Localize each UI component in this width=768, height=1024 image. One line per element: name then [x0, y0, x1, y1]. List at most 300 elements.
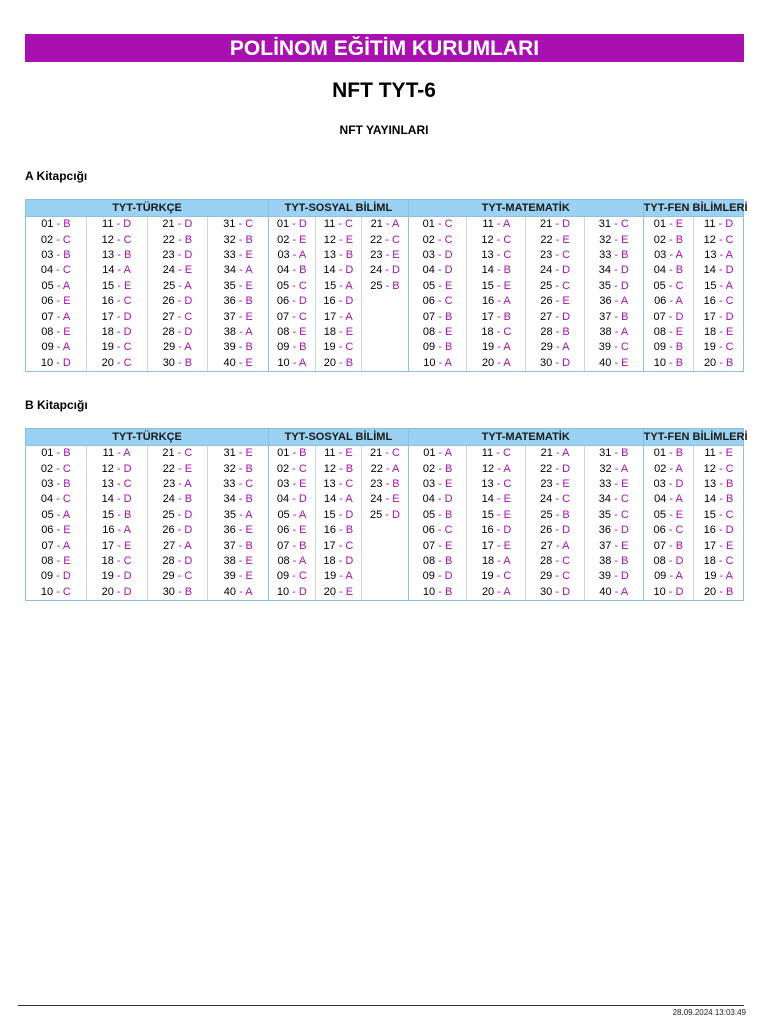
answer-letter: D	[298, 218, 307, 231]
question-number: 33	[223, 477, 236, 490]
separator: -	[611, 554, 622, 567]
separator: -	[666, 539, 676, 552]
question-number: 08	[422, 554, 436, 567]
answer-letter: B	[184, 585, 193, 598]
separator: -	[665, 310, 676, 323]
answer-cell	[526, 508, 585, 523]
answer-letter: C	[62, 585, 71, 598]
answer-letter: C	[345, 539, 354, 552]
answer-cell	[362, 309, 409, 324]
answer-letter: B	[63, 477, 71, 490]
answer-letter: E	[299, 325, 307, 338]
question-number: 24	[162, 493, 175, 506]
answer-cell	[584, 523, 643, 538]
answer-letter: B	[184, 493, 193, 506]
answer-cell	[467, 263, 526, 278]
answer-letter: A	[62, 341, 71, 354]
answer-letter: A	[675, 570, 683, 583]
separator: -	[335, 325, 346, 338]
question-number: 15	[703, 508, 716, 521]
answer-letter: C	[562, 493, 571, 506]
table-row	[26, 356, 744, 372]
table-row	[26, 538, 744, 553]
separator: -	[494, 462, 504, 475]
question-number: 02	[277, 233, 290, 246]
table-row	[26, 492, 744, 507]
separator: -	[53, 325, 64, 338]
answer-letter: D	[675, 477, 684, 490]
answer-letter: A	[62, 310, 71, 323]
answer-letter: A	[392, 462, 400, 475]
answer-cell	[643, 508, 694, 523]
separator: -	[113, 295, 124, 308]
answer-cell	[526, 492, 585, 507]
answer-letter: B	[299, 447, 307, 460]
answer-letter: E	[725, 325, 734, 338]
question-number: 04	[40, 493, 54, 506]
answer-cell	[269, 232, 316, 247]
question-number: 20	[323, 356, 336, 369]
separator: -	[493, 310, 504, 323]
separator: -	[611, 264, 621, 277]
separator: -	[236, 508, 246, 521]
answer-letter: C	[725, 508, 734, 521]
question-number: 23	[540, 477, 553, 490]
answer-letter: C	[675, 524, 684, 537]
question-number: 18	[481, 554, 495, 567]
answer-letter: C	[392, 447, 400, 460]
question-number: 26	[162, 524, 175, 537]
answer-cell	[467, 538, 526, 553]
question-number: 38	[599, 554, 612, 567]
separator: -	[434, 493, 445, 506]
separator: -	[53, 585, 63, 598]
answer-letter: A	[725, 570, 734, 583]
question-number: 18	[323, 554, 336, 567]
question-number: 25	[540, 279, 553, 292]
answer-letter: B	[675, 341, 684, 354]
separator: -	[335, 477, 346, 490]
answer-letter: D	[184, 248, 193, 261]
separator: -	[289, 325, 300, 338]
separator: -	[715, 233, 726, 246]
separator: -	[435, 447, 445, 460]
question-number: 26	[540, 524, 553, 537]
question-number: 28	[540, 325, 553, 338]
separator: -	[611, 310, 622, 323]
answer-cell	[269, 325, 316, 340]
answer-letter: B	[299, 539, 307, 552]
question-number: 22	[162, 462, 175, 475]
subject-header: TYT-TÜRKÇE	[26, 429, 269, 446]
question-number: 32	[599, 233, 612, 246]
question-number: 32	[223, 233, 236, 246]
separator: -	[53, 508, 63, 521]
answer-cell	[694, 217, 744, 233]
separator: -	[611, 477, 622, 490]
separator: -	[611, 447, 622, 460]
question-number: 09	[40, 570, 54, 583]
separator: -	[552, 554, 563, 567]
question-number: 17	[481, 310, 494, 323]
answer-cell	[584, 325, 643, 340]
question-number: 15	[481, 279, 494, 292]
answer-cell	[643, 248, 694, 263]
answer-cell	[269, 554, 316, 569]
question-number: 20	[481, 356, 495, 369]
separator: -	[493, 248, 504, 261]
booklet-b-label: B Kitapcığı	[25, 398, 88, 412]
separator: -	[53, 295, 64, 308]
separator: -	[494, 295, 504, 308]
answer-letter: C	[184, 447, 193, 460]
question-number: 37	[223, 539, 236, 552]
answer-cell	[408, 554, 467, 569]
answer-cell	[147, 309, 208, 324]
question-number: 13	[323, 248, 336, 261]
answer-letter: E	[675, 218, 684, 231]
answer-cell	[408, 446, 467, 462]
question-number: 14	[101, 493, 114, 506]
answer-letter: A	[345, 279, 353, 292]
separator: -	[715, 508, 726, 521]
table-row	[26, 340, 744, 355]
question-number: 27	[162, 310, 175, 323]
institution-banner: POLİNOM EĞİTİM KURUMLARI	[25, 34, 744, 62]
table-row	[26, 217, 744, 233]
answer-letter: D	[562, 585, 571, 598]
answer-cell	[362, 461, 409, 476]
answer-cell	[86, 554, 147, 569]
question-number: 40	[599, 356, 612, 369]
answer-letter: C	[502, 447, 511, 460]
separator: -	[335, 356, 346, 369]
answer-letter: A	[502, 218, 511, 231]
answer-cell	[26, 263, 87, 278]
separator: -	[716, 493, 726, 506]
answer-letter: E	[63, 554, 71, 567]
answer-letter: D	[298, 493, 307, 506]
answer-cell	[147, 569, 208, 584]
answer-cell	[408, 232, 467, 247]
answer-letter: C	[123, 295, 132, 308]
answer-cell	[584, 294, 643, 309]
question-number: 18	[703, 325, 717, 338]
answer-letter: D	[725, 264, 734, 277]
answer-cell	[147, 492, 208, 507]
answer-cell	[147, 585, 208, 601]
separator: -	[289, 524, 300, 537]
answer-cell	[467, 340, 526, 355]
question-number: 27	[540, 539, 553, 552]
answer-cell	[643, 325, 694, 340]
answer-letter: D	[184, 325, 193, 338]
answer-cell	[26, 585, 87, 601]
answer-letter: D	[184, 508, 193, 521]
answer-cell	[269, 508, 316, 523]
question-number: 23	[162, 477, 176, 490]
separator: -	[235, 570, 246, 583]
answer-letter: A	[562, 447, 570, 460]
separator: -	[611, 233, 622, 246]
answer-letter: E	[562, 295, 570, 308]
question-number: 32	[223, 462, 236, 475]
separator: -	[552, 356, 563, 369]
booklet-b-answer-table	[25, 428, 748, 601]
separator: -	[113, 462, 124, 475]
answer-letter: C	[345, 218, 353, 231]
question-number: 06	[277, 524, 290, 537]
separator: -	[53, 554, 64, 567]
separator: -	[666, 356, 676, 369]
question-number: 03	[654, 248, 667, 261]
answer-cell	[86, 248, 147, 263]
separator: -	[493, 233, 504, 246]
answer-cell	[208, 263, 269, 278]
answer-cell	[467, 279, 526, 294]
answer-letter: A	[675, 295, 683, 308]
answer-cell	[208, 508, 269, 523]
footer-divider	[18, 1005, 744, 1006]
answer-cell	[526, 585, 585, 601]
answer-cell	[147, 523, 208, 538]
answer-letter: E	[444, 279, 453, 292]
question-number: 17	[101, 310, 114, 323]
question-number: 21	[370, 218, 383, 231]
separator: -	[382, 462, 392, 475]
answer-cell	[86, 569, 147, 584]
question-number: 13	[703, 477, 717, 490]
separator: -	[174, 462, 185, 475]
question-number: 11	[704, 218, 716, 231]
answer-letter: D	[562, 356, 571, 369]
separator: -	[716, 248, 726, 261]
question-number: 08	[41, 554, 54, 567]
question-number: 24	[540, 264, 553, 277]
answer-cell	[362, 477, 409, 492]
question-number: 23	[370, 248, 383, 261]
answer-letter: B	[621, 447, 629, 460]
question-number: 11	[481, 447, 494, 460]
separator: -	[666, 264, 676, 277]
answer-letter: D	[620, 524, 629, 537]
answer-letter: B	[245, 295, 253, 308]
answer-letter: E	[63, 325, 71, 338]
answer-cell	[467, 325, 526, 340]
answer-cell	[86, 263, 147, 278]
question-number: 03	[41, 477, 54, 490]
separator: -	[335, 539, 346, 552]
answer-letter: C	[725, 295, 734, 308]
separator: -	[494, 585, 504, 598]
question-number: 13	[481, 477, 494, 490]
separator: -	[175, 279, 185, 292]
separator: -	[289, 310, 299, 323]
answer-letter: B	[503, 264, 512, 277]
answer-cell	[362, 538, 409, 553]
separator: -	[235, 356, 246, 369]
answer-letter: E	[675, 325, 684, 338]
separator: -	[174, 524, 185, 537]
question-number: 15	[481, 508, 494, 521]
question-number: 04	[653, 264, 667, 277]
answer-cell	[147, 232, 208, 247]
answer-letter: D	[62, 356, 71, 369]
question-number: 04	[422, 264, 435, 277]
answer-cell	[86, 508, 147, 523]
answer-letter: E	[245, 570, 253, 583]
separator: -	[716, 279, 726, 292]
separator: -	[53, 279, 63, 292]
answer-letter: E	[245, 279, 253, 292]
answer-cell	[362, 232, 409, 247]
question-number: 06	[41, 524, 54, 537]
question-number: 01	[276, 218, 290, 231]
answer-cell	[208, 248, 269, 263]
separator: -	[236, 325, 246, 338]
answer-cell	[584, 263, 643, 278]
answer-letter: A	[562, 539, 570, 552]
answer-cell	[643, 585, 694, 601]
answer-letter: A	[503, 295, 511, 308]
question-number: 29	[540, 570, 553, 583]
separator: -	[113, 570, 124, 583]
answer-cell	[269, 538, 316, 553]
answer-cell	[315, 461, 362, 476]
answer-cell	[408, 263, 467, 278]
separator: -	[435, 356, 445, 369]
answer-cell	[208, 585, 269, 601]
table-row	[26, 325, 744, 340]
separator: -	[493, 218, 503, 231]
answer-letter: C	[725, 341, 734, 354]
separator: -	[289, 493, 299, 506]
question-number: 14	[102, 264, 115, 277]
answer-letter: C	[392, 233, 400, 246]
answer-cell	[584, 232, 643, 247]
answer-letter: A	[184, 477, 192, 490]
answer-letter: E	[503, 493, 512, 506]
question-number: 02	[654, 462, 667, 475]
answer-cell	[208, 461, 269, 476]
answer-letter: B	[675, 447, 684, 460]
answer-letter: C	[345, 341, 354, 354]
answer-cell	[86, 523, 147, 538]
answer-letter: D	[725, 524, 734, 537]
separator: -	[114, 508, 124, 521]
question-number: 19	[324, 570, 337, 583]
table-row	[26, 585, 744, 601]
separator: -	[336, 279, 346, 292]
answer-letter: B	[444, 554, 453, 567]
answer-cell	[643, 294, 694, 309]
question-number: 09	[422, 570, 435, 583]
answer-cell	[269, 340, 316, 355]
answer-cell	[269, 279, 316, 294]
answer-cell	[208, 356, 269, 372]
question-number: 05	[422, 508, 436, 521]
separator: -	[611, 218, 621, 231]
separator: -	[665, 477, 676, 490]
question-number: 37	[599, 310, 612, 323]
answer-cell	[26, 232, 87, 247]
separator: -	[715, 447, 726, 460]
answer-letter: D	[444, 493, 453, 506]
answer-letter: C	[444, 233, 453, 246]
answer-cell	[208, 279, 269, 294]
question-number: 34	[223, 493, 236, 506]
question-number: 08	[277, 554, 290, 567]
separator: -	[335, 341, 346, 354]
question-number: 39	[223, 341, 236, 354]
separator: -	[382, 447, 392, 460]
question-number: 30	[540, 585, 553, 598]
answer-letter: B	[725, 356, 734, 369]
answer-letter: D	[675, 585, 684, 598]
subject-header: TYT-MATEMATİK	[408, 200, 643, 217]
separator: -	[666, 218, 676, 231]
question-number: 34	[598, 264, 612, 277]
answer-letter: A	[392, 218, 400, 231]
separator: -	[382, 477, 393, 490]
separator: -	[114, 524, 124, 537]
separator: -	[235, 477, 246, 490]
separator: -	[382, 279, 393, 292]
separator: -	[715, 341, 726, 354]
question-number: 04	[277, 264, 290, 277]
table-row	[26, 263, 744, 278]
question-number: 33	[599, 248, 612, 261]
question-number: 03	[422, 477, 436, 490]
answer-letter: D	[123, 325, 132, 338]
separator: -	[53, 356, 63, 369]
separator: -	[174, 218, 185, 231]
separator: -	[289, 279, 299, 292]
separator: -	[53, 493, 63, 506]
answer-cell	[584, 248, 643, 263]
answer-cell	[694, 585, 744, 601]
separator: -	[174, 264, 185, 277]
separator: -	[113, 341, 124, 354]
answer-letter: C	[62, 493, 71, 506]
question-number: 08	[422, 325, 436, 338]
answer-letter: C	[503, 233, 512, 246]
question-number: 22	[540, 462, 553, 475]
separator: -	[552, 462, 563, 475]
answer-letter: C	[298, 310, 307, 323]
answer-cell	[269, 446, 316, 462]
answer-cell	[315, 325, 362, 340]
question-number: 19	[481, 570, 494, 583]
separator: -	[53, 233, 63, 246]
separator: -	[336, 310, 346, 323]
answer-cell	[584, 508, 643, 523]
answer-cell	[208, 325, 269, 340]
separator: -	[611, 493, 621, 506]
question-number: 25	[162, 508, 175, 521]
answer-letter: C	[725, 554, 734, 567]
answer-cell	[362, 217, 409, 233]
question-number: 06	[422, 524, 435, 537]
answer-cell	[526, 446, 585, 462]
answer-letter: C	[620, 341, 629, 354]
answer-letter: C	[620, 508, 629, 521]
question-number: 05	[653, 508, 667, 521]
answer-letter: E	[621, 356, 629, 369]
answer-cell	[315, 248, 362, 263]
answer-letter: C	[123, 356, 132, 369]
separator: -	[174, 310, 185, 323]
